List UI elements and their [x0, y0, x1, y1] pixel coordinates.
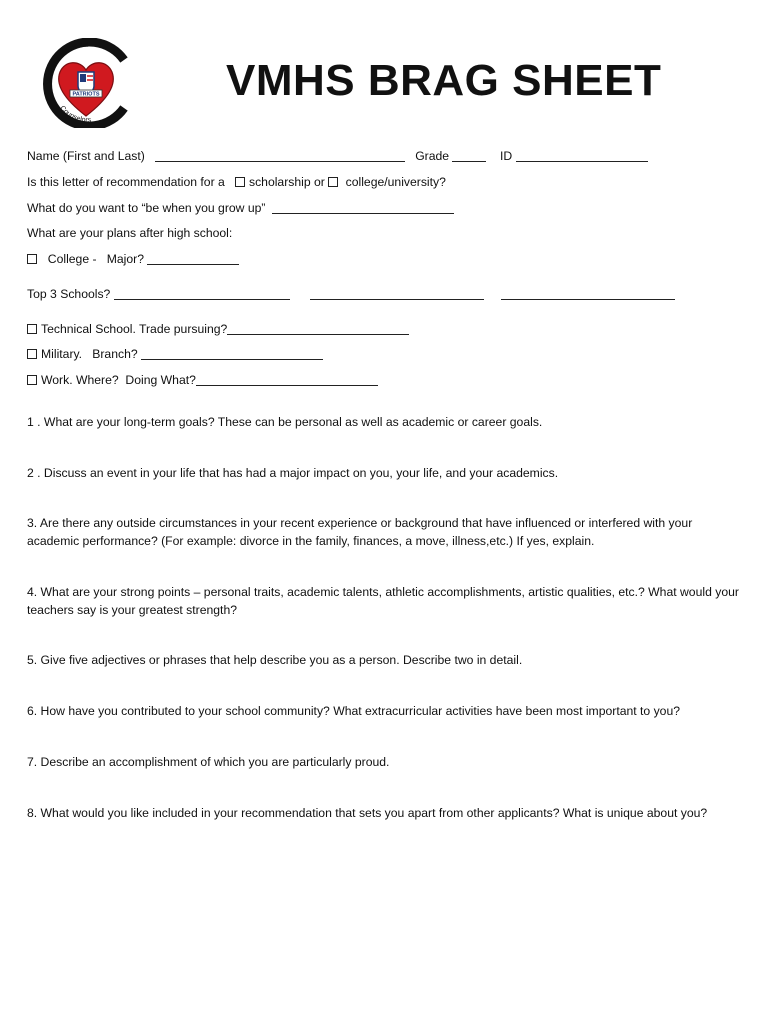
counselors-logo	[38, 38, 134, 128]
school-3-field[interactable]	[501, 287, 675, 300]
grow-up-label: What do you want to “be when you grow up”	[27, 201, 266, 215]
military-checkbox[interactable]	[27, 349, 37, 359]
logo-bottom-text: Counselors	[58, 104, 92, 125]
college-checkbox[interactable]	[27, 254, 37, 264]
military-row	[27, 346, 323, 363]
question-4: 4. What are your strong points – personal traits, academic talents, athletic accomplishments, artistic qualities, etc.? What would your teachers say is your greatest strength?	[27, 585, 739, 617]
college-label: College - Major?	[47, 252, 144, 266]
grade-field[interactable]	[452, 149, 486, 162]
school-1-field[interactable]	[114, 287, 290, 300]
top-schools-row	[27, 286, 675, 303]
id-field[interactable]	[516, 149, 648, 162]
scholarship-checkbox[interactable]	[235, 177, 245, 187]
grow-up-row	[27, 200, 454, 217]
id-label: ID	[500, 149, 513, 163]
college-university-checkbox[interactable]	[328, 177, 338, 187]
page-title: VMHS BRAG SHEET	[226, 56, 662, 105]
name-row	[27, 148, 648, 165]
question-8: 8. What would you like included in your recommendation that sets you apart from other applicants? What is unique about you?	[27, 806, 708, 820]
work-field[interactable]	[196, 373, 378, 386]
technical-label: Technical School. Trade pursuing?	[41, 322, 228, 336]
question-2: 2 . Discuss an event in your life that has had a major impact on you, your life, and your academics.	[27, 466, 559, 480]
logo-banner-text: PATRIOTS	[72, 91, 100, 98]
work-checkbox[interactable]	[27, 375, 37, 385]
work-row	[27, 372, 378, 389]
technical-checkbox[interactable]	[27, 324, 37, 334]
school-2-field[interactable]	[310, 287, 484, 300]
college-university-label: college/university?	[345, 175, 446, 189]
grow-up-field[interactable]	[272, 201, 454, 214]
plans-label: What are your plans after high school:	[27, 226, 233, 240]
top-schools-label: Top 3 Schools?	[27, 287, 111, 301]
logo-top-text: Veterans Memorial	[46, 41, 89, 85]
question-5: 5. Give five adjectives or phrases that help describe you as a person. Describe two in detail.	[27, 653, 523, 667]
trade-field[interactable]	[227, 322, 409, 335]
scholarship-label: scholarship or	[248, 175, 325, 189]
letter-type-row	[27, 174, 446, 191]
name-label: Name (First and Last)	[27, 149, 145, 163]
letter-label: Is this letter of recommendation for a	[27, 175, 225, 189]
branch-field[interactable]	[141, 347, 323, 360]
question-3: 3. Are there any outside circumstances in your recent experience or background that have influenced or interfered with your academic performance? (For example: divorce in the family, finances, a move, illness,etc.) If yes, explain.	[27, 516, 693, 548]
military-label: Military. Branch?	[41, 347, 138, 361]
major-field[interactable]	[147, 252, 239, 265]
college-row	[27, 251, 239, 268]
question-6: 6. How have you contributed to your school community? What extracurricular activities have been most important to you?	[27, 704, 681, 718]
question-1: 1 . What are your long-term goals? These can be personal as well as academic or career goals.	[27, 415, 543, 429]
question-7: 7. Describe an accomplishment of which you are particularly proud.	[27, 755, 390, 769]
grade-label: Grade	[415, 149, 450, 163]
name-field[interactable]	[155, 149, 405, 162]
work-label: Work. Where? Doing What?	[41, 373, 196, 387]
technical-row	[27, 321, 409, 338]
